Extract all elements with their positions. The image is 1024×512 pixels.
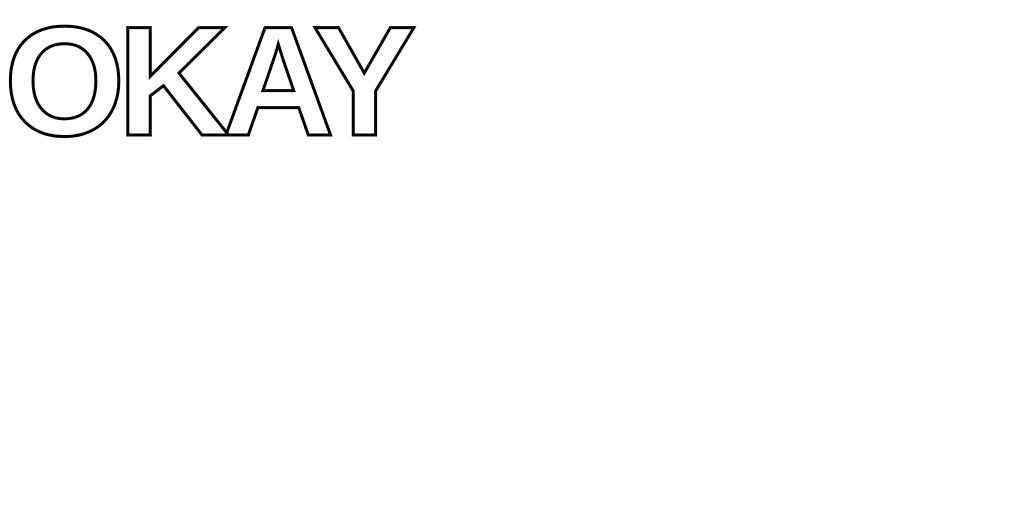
outlined-word-okay: OKAY [4, 0, 409, 169]
